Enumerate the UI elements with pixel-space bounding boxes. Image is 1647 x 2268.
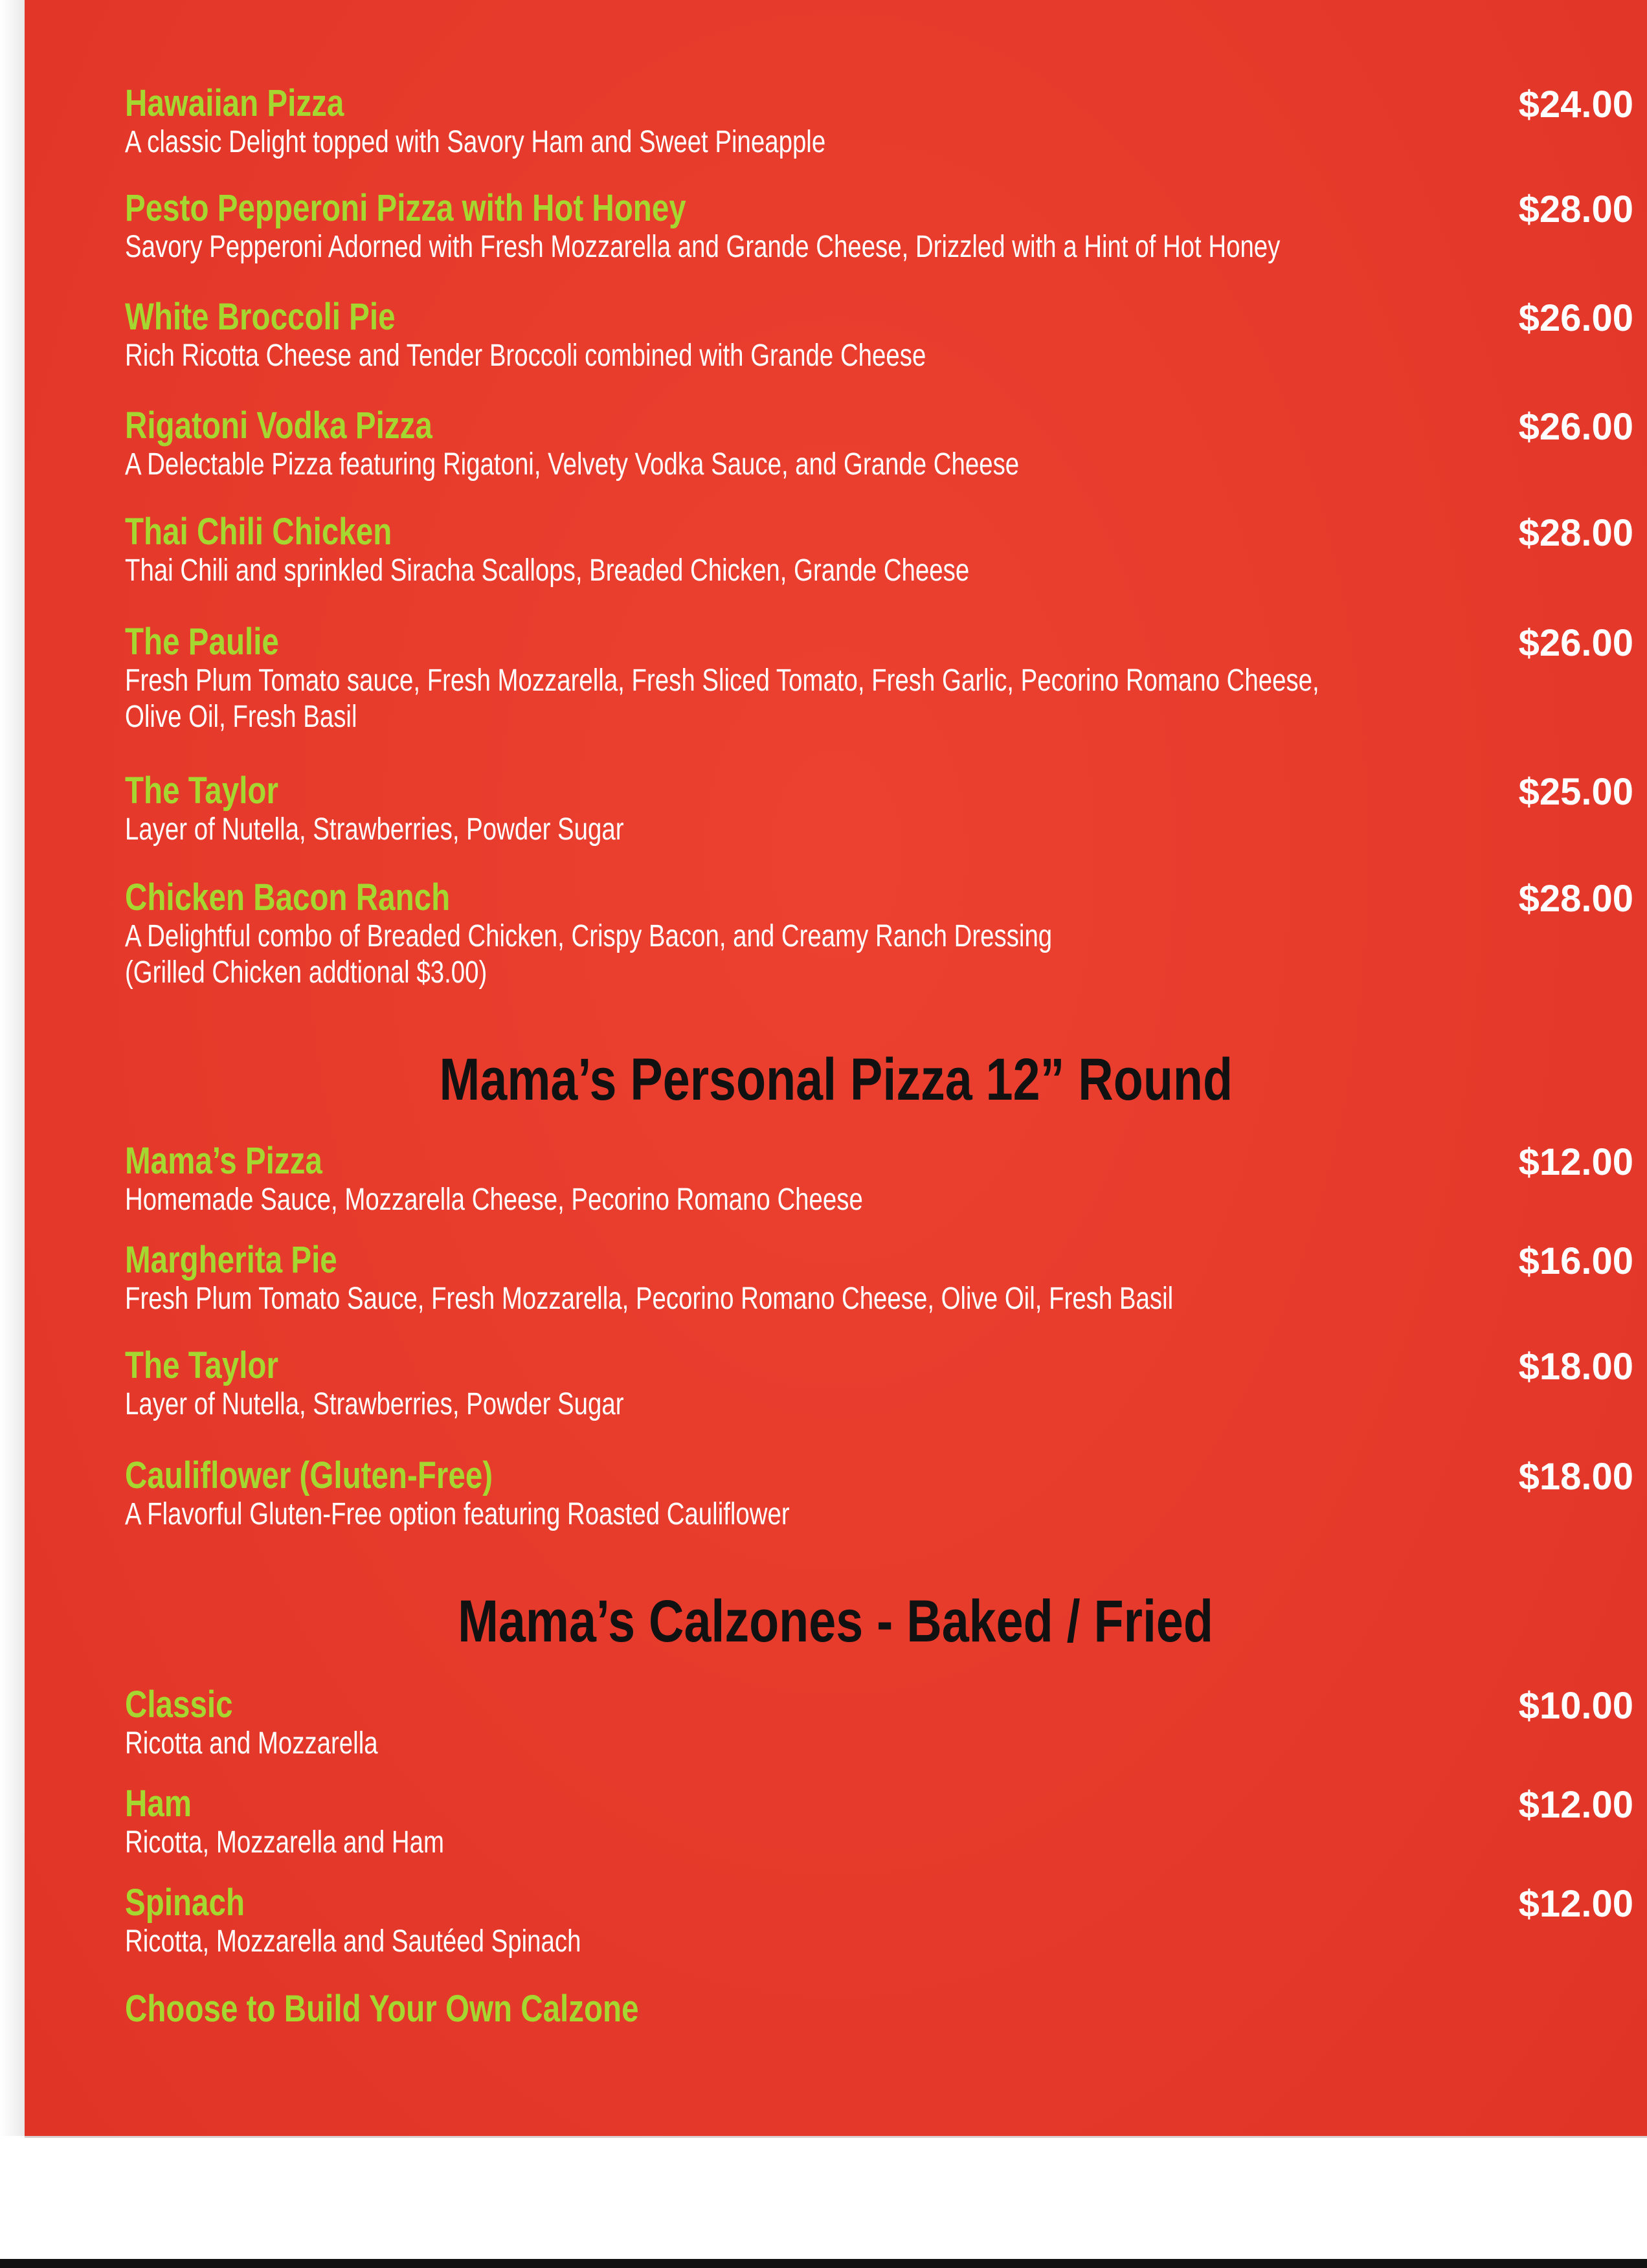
menu-item-price: $28.00	[1518, 188, 1633, 230]
menu-item-name: Spinach	[125, 1882, 245, 1924]
page-left-margin	[0, 0, 25, 2136]
menu-item-name: Cauliflower (Gluten-Free)	[125, 1454, 493, 1496]
menu-item-name: The Taylor	[125, 770, 278, 812]
menu-item-description	[125, 1924, 581, 1960]
menu-item-price: $12.00	[1518, 1141, 1633, 1183]
menu-item-description	[125, 918, 1052, 991]
menu-item-description	[125, 812, 624, 848]
menu-item-description	[125, 229, 1280, 265]
menu-item-description	[125, 1496, 790, 1533]
menu-item-description-line: Savory Pepperoni Adorned with Fresh Mozzarella and Grande Cheese, Drizzled with a Hint of Hot Honey	[125, 230, 1281, 264]
build-your-own-calzone: Choose to Build Your Own Calzone	[125, 1988, 639, 2030]
menu-item-description-line: Layer of Nutella, Strawberries, Powder Sugar	[125, 1387, 624, 1421]
menu-item-name: Ham	[125, 1783, 192, 1825]
menu-item-price: $28.00	[1518, 512, 1633, 554]
personal-pizza-heading-text: Mama’s Personal Pizza 12” Round	[439, 1047, 1233, 1113]
menu-item-price: $28.00	[1518, 878, 1633, 920]
menu-item-price: $10.00	[1518, 1685, 1633, 1727]
menu-item-price: $18.00	[1518, 1456, 1633, 1498]
menu-item-price: $25.00	[1518, 771, 1633, 813]
calzones-heading	[25, 1589, 1647, 1654]
menu-item-description	[125, 338, 926, 374]
menu-item-name: Pesto Pepperoni Pizza with Hot Honey	[125, 187, 686, 229]
menu-item-name: White Broccoli Pie	[125, 296, 396, 338]
menu-item-description	[125, 447, 1019, 483]
menu-item-description	[125, 1281, 1173, 1317]
menu-item-description	[125, 663, 1319, 735]
menu-item-description-line: Layer of Nutella, Strawberries, Powder Sugar	[125, 812, 624, 847]
menu-item-name: Rigatoni Vodka Pizza	[125, 405, 432, 447]
menu-item-price: $24.00	[1518, 83, 1633, 126]
menu-item-name: The Paulie	[125, 621, 279, 663]
menu-item-description-line: Thai Chili and sprinkled Siracha Scallops, Breaded Chicken, Grande Cheese	[125, 553, 970, 588]
menu-item-name: Classic	[125, 1684, 233, 1726]
menu-item-description	[125, 553, 969, 589]
menu-item-description-line: (Grilled Chicken addtional $3.00)	[125, 955, 487, 990]
menu-item-description	[125, 1825, 444, 1861]
menu-item-description-line: Ricotta, Mozzarella and Ham	[125, 1825, 444, 1860]
menu-item-description-line: Fresh Plum Tomato sauce, Fresh Mozzarella, Fresh Sliced Tomato, Fresh Garlic, Pecorino Romano Cheese,	[125, 663, 1319, 698]
menu-item-description-line: Fresh Plum Tomato Sauce, Fresh Mozzarella, Pecorino Romano Cheese, Olive Oil, Fresh Basil	[125, 1282, 1174, 1316]
menu-item-description-line: Rich Ricotta Cheese and Tender Broccoli combined with Grande Cheese	[125, 339, 926, 373]
menu-item-description-line: Olive Oil, Fresh Basil	[125, 700, 357, 734]
menu-item-description-line: A classic Delight topped with Savory Ham and Sweet Pineapple	[125, 125, 826, 159]
menu-item-price: $26.00	[1518, 297, 1633, 339]
menu-item-price: $12.00	[1518, 1784, 1633, 1826]
menu-item-description-line: A Delectable Pizza featuring Rigatoni, Velvety Vodka Sauce, and Grande Cheese	[125, 447, 1020, 482]
menu-item-description	[125, 1182, 863, 1218]
menu-item-description-line: A Flavorful Gluten-Free option featuring Roasted Cauliflower	[125, 1497, 790, 1531]
calzones-heading-text: Mama’s Calzones - Baked / Fried	[458, 1588, 1214, 1654]
menu-item-name: Hawaiian Pizza	[125, 82, 344, 124]
menu-item-name: Margherita Pie	[125, 1239, 337, 1281]
menu-item-price: $26.00	[1518, 406, 1633, 448]
menu-item-description	[125, 1726, 378, 1762]
menu-page	[25, 0, 1647, 2138]
menu-item-description-line: A Delightful combo of Breaded Chicken, Crispy Bacon, and Creamy Ranch Dressing	[125, 919, 1053, 953]
menu-item-description	[125, 124, 825, 161]
menu-item-price: $12.00	[1518, 1883, 1633, 1925]
menu-item-description-line: Ricotta and Mozzarella	[125, 1726, 378, 1761]
menu-item-description	[125, 1386, 624, 1423]
menu-item-description-line: Homemade Sauce, Mozzarella Cheese, Pecorino Romano Cheese	[125, 1183, 863, 1217]
page-bottom-edge	[0, 2259, 1647, 2268]
menu-item-description-line: Ricotta, Mozzarella and Sautéed Spinach	[125, 1924, 581, 1959]
menu-item-price: $18.00	[1518, 1346, 1633, 1388]
menu-item-name: Thai Chili Chicken	[125, 511, 392, 553]
menu-item-name: The Taylor	[125, 1344, 278, 1386]
menu-item-price: $16.00	[1518, 1240, 1633, 1282]
personal-pizza-heading	[25, 1047, 1647, 1112]
menu-item-name: Chicken Bacon Ranch	[125, 876, 451, 918]
menu-item-name: Mama’s Pizza	[125, 1140, 322, 1182]
menu-item-price: $26.00	[1518, 622, 1633, 664]
